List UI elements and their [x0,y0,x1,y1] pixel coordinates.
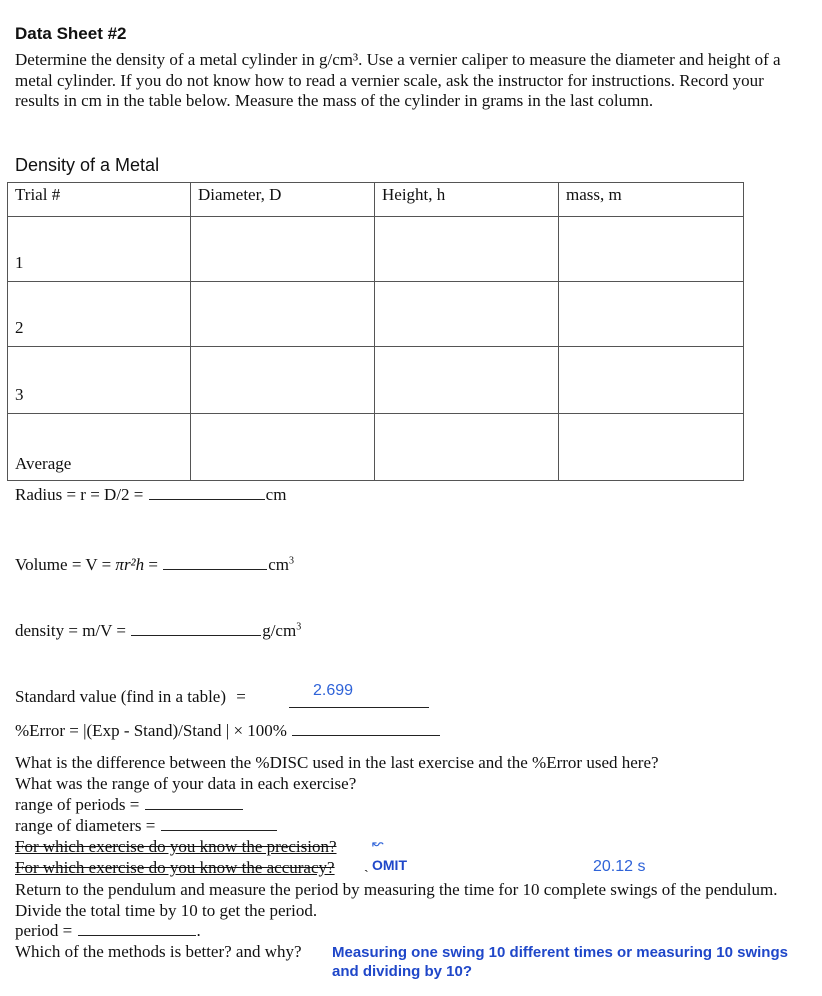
height-cell[interactable] [375,347,559,414]
table-row [8,414,744,481]
density-line: density = $m/V = g/cm^3$ [15,621,302,640]
standard-label: Standard value (find in a table) [15,687,227,706]
range-periods-line [15,795,244,815]
volume-label: Volume = V = [15,555,116,574]
page-title: Data Sheet #2 [15,24,127,43]
column-header-diameter: Diameter, D [191,183,375,217]
standard-value-line: Standard value (find in a table) = [15,687,246,706]
time-measurement: 20.12 s [593,858,646,875]
range-diameters-label: range of diameters = [15,816,156,835]
height-cell[interactable] [375,217,559,282]
density-unit: g/cm [262,621,297,640]
standard-value-answer: 2.699 [313,682,354,699]
methods-answer-line-2: and dividing by 10? [332,963,473,980]
period-blank[interactable] [78,934,196,936]
handwritten-mark-icon: ˏ [364,858,369,873]
radius-label: Radius = r = D/2 = [15,485,144,504]
pendulum-instructions: Return to the pendulum and measure the period by measuring the time for 10 complete swings of the pendulum. Divide the total time by 10 to get the period. [15,880,778,920]
mass-cell[interactable] [559,282,744,347]
period-label: period = [15,921,73,940]
error-blank[interactable] [292,734,440,736]
handwritten-arrow-icon: ↜ [372,837,384,852]
mass-cell[interactable] [559,414,744,481]
radius-unit: cm [265,485,287,504]
table-row [8,282,744,347]
trial-label: 2 [8,282,191,347]
diameter-cell[interactable] [191,217,375,282]
column-header-mass: mass, m [559,183,744,217]
trial-label: 1 [8,217,191,282]
accuracy-question: For which exercise do you know the accuracy? [15,858,335,877]
height-cell[interactable] [375,282,559,347]
period-line: period = . [15,921,201,940]
omit-note: OMIT [372,857,407,873]
density-data-table [7,182,744,481]
mass-cell[interactable] [559,347,744,414]
trial-label: 3 [8,347,191,414]
column-header-height: Height, h [375,183,559,217]
question-disc-vs-error: What is the difference between the %DISC used in the last exercise and the %Error used here? [15,753,659,772]
error-label: %Error = |(Exp - Stand)/Stand | × 100% [15,721,287,740]
table-header-row [8,183,744,217]
volume-unit: cm [268,555,290,574]
precision-question: For which exercise do you know the precision? [15,837,337,856]
table-row [8,217,744,282]
volume-line: Volume = $V = \pi r^2h = cm^3$ [15,555,295,574]
methods-question: Which of the methods is better? and why? [15,942,302,961]
trial-label: Average [8,414,191,481]
question-range: What was the range of your data in each exercise? [15,774,357,793]
range-periods-label: range of periods = [15,795,140,814]
instructions-paragraph: Determine the density of a metal cylinder in g/cm³. Use a vernier caliper to measure the diameter and height of a metal cylinder. If you do not know how to read a vernier scale, ask the instructor for instructions. Record your results in cm in the table below. Measure the mass of the cylinder in grams in the last column. [15,50,781,110]
diameter-cell[interactable] [191,347,375,414]
volume-blank[interactable] [163,568,267,570]
range-diameters-blank[interactable] [161,829,277,831]
mass-cell[interactable] [559,217,744,282]
methods-answer-line-1: Measuring one swing 10 different times or measuring 10 swings [332,944,788,961]
diameter-cell[interactable] [191,414,375,481]
density-blank[interactable] [131,634,261,636]
standard-value-blank[interactable] [289,707,429,708]
volume-formula: πr²h [115,555,145,574]
density-label: density = m/V = [15,621,126,640]
error-line [15,721,441,741]
radius-line [15,485,286,505]
radius-blank[interactable] [149,498,265,500]
table-caption: Density of a Metal [15,155,160,175]
range-periods-blank[interactable] [145,808,243,810]
table-row [8,347,744,414]
column-header-trial: Trial # [8,183,191,217]
height-cell[interactable] [375,414,559,481]
diameter-cell[interactable] [191,282,375,347]
range-diameters-line [15,816,278,836]
